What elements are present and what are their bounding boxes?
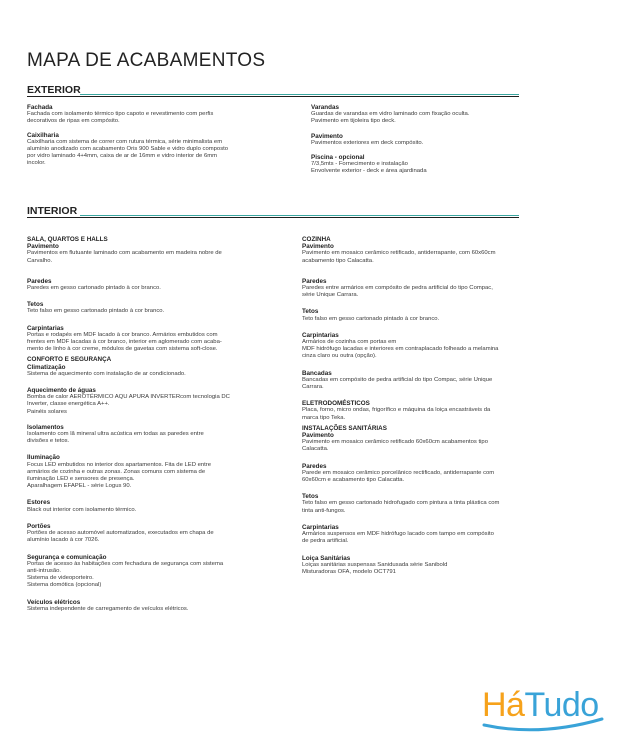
spec-heading: Carpintarias	[302, 331, 339, 339]
spec-block	[27, 554, 267, 590]
interior-rule	[27, 217, 519, 218]
spec-text: Paredes em gesso cartonado pintado à cor branco.	[27, 285, 161, 292]
spec-block	[27, 301, 267, 315]
spec-group-title: INSTALAÇÕES SANITÁRIAS	[302, 424, 387, 432]
exterior-rule	[27, 96, 519, 97]
logo-text-tudo: Tudo	[524, 686, 599, 724]
spec-text: Teto falso em gesso cartonado pintado à cor branco.	[27, 308, 165, 315]
spec-text: Placa, forno, micro ondas, frigorífico e máquina da loiça encastráveis da marca tipo Teka.	[302, 407, 491, 421]
spec-text: Parede em mosaico cerâmico porcelânico rectificado, antiderrapante com 60x60cm e acabamento tipo Calacatta.	[302, 469, 495, 484]
spec-block	[302, 524, 542, 546]
spec-block	[311, 104, 551, 126]
interior-right-column	[302, 236, 542, 576]
spec-text: Bancadas em compósito de pedra artificial do tipo Compac, série Unique Carrara.	[302, 376, 493, 391]
spec-heading: Segurança e comunicação	[27, 553, 107, 561]
spec-block	[27, 325, 267, 354]
spec-block	[27, 356, 267, 378]
spec-heading: Fachada	[27, 104, 53, 111]
spec-heading: ELETRODOMÉSTICOS	[302, 400, 370, 408]
interior-heading: INTERIOR	[27, 205, 78, 217]
spec-block	[302, 332, 542, 361]
spec-text: Isolamento com lã mineral ultra acústica em todas as paredes entre divisões e tetos.	[27, 431, 204, 445]
spec-heading: Climatização	[27, 363, 66, 371]
spec-text: Pavimentos exteriores em deck compósito.	[311, 139, 424, 146]
spec-text: Sistema de aquecimento com instalação de ar condicionado.	[27, 370, 186, 377]
spec-heading: Estores	[27, 499, 51, 507]
spec-block	[27, 278, 267, 292]
spec-text: Loiças sanitárias suspensas Sanidusada série Sanibold Misturadoras OFA, modelo OCT791	[302, 561, 448, 575]
spec-block	[302, 493, 542, 515]
spec-block	[27, 454, 267, 490]
spec-text: Black out interior com isolamento térmico.	[27, 506, 137, 513]
spec-text: 7/3,5mts - Fornecimento e instalação Envolvente exterior - deck e área ajardinada	[311, 161, 427, 175]
spec-block	[302, 425, 542, 454]
spec-text: Portões de acesso automóvel automatizados, executados em chapa de alumínio lacado à cor 7026.	[27, 530, 214, 544]
spec-text: Teto falso em gesso cartonado hidrofugado com pintura a tinta plástica com tinta anti-fungos.	[302, 500, 500, 514]
spec-block	[302, 370, 542, 392]
spec-text: Caixilharia com sistema de correr com rutura térmica, série minimalista em alumínio anodizado com acabamento Oris 900 Sable e vidro duplo composto por vidro laminado 4+4mm, caixa de ar de 16mm e vidro interior de 6mm incolor.	[27, 138, 229, 167]
spec-heading: Paredes	[27, 277, 52, 285]
interior-rule-accent	[80, 215, 519, 216]
spec-text: Armários suspensos em MDF hidrófugo lacado com tampo em compósito de pedra artificial.	[302, 531, 494, 545]
spec-text: Teto falso em gesso cartonado pintado à cor branco.	[302, 315, 440, 322]
spec-heading: Pavimento	[302, 432, 334, 440]
spec-block	[302, 236, 542, 265]
spec-heading: Varandas	[311, 104, 340, 111]
spec-text: Pavimento em mosaico cerâmico retificado 60x60cm acabamentos tipo Calacatta.	[302, 439, 488, 453]
spec-heading: Caixilharia	[27, 131, 59, 139]
spec-heading: Bancadas	[302, 369, 332, 377]
exterior-heading: EXTERIOR	[27, 84, 81, 96]
spec-heading: Iluminação	[27, 454, 60, 462]
spec-block	[302, 555, 542, 577]
spec-block	[27, 424, 267, 446]
spec-heading: Pavimento	[311, 132, 343, 140]
spec-heading: Tetos	[302, 493, 319, 501]
spec-text: Armários de cozinha com portas em MDF hidrófugo lacadas e interiores em contraplacado folheado a melamina cinza claro ou outra (opção).	[302, 339, 499, 360]
interior-left-column	[27, 236, 267, 613]
exterior-right-column	[311, 104, 551, 176]
spec-group-title: CONFORTO E SEGURANÇA	[27, 356, 112, 364]
spec-block	[311, 133, 551, 147]
spec-block	[302, 278, 542, 300]
page-title: MAPA DE ACABAMENTOS	[27, 50, 266, 71]
spec-group-title: SALA, QUARTOS E HALLS	[27, 236, 108, 243]
spec-heading: Isolamentos	[27, 423, 64, 431]
spec-text: Fachada com isolamento térmico tipo capoto e revestimento com perfis decorativos de ripas em compósito.	[27, 111, 214, 125]
spec-heading: Piscina - opcional	[311, 154, 365, 162]
spec-heading: Pavimento	[27, 243, 59, 251]
exterior-left-column	[27, 104, 267, 168]
spec-text: Focus LED embutidos no interior dos apartamentos. Fita de LED entre armários de cozinha e outras zonas. Zonas comuns com sistema de iluminação LED e sensores de presença. Aparalhagem EFAPEL - série Logus 90.	[27, 461, 212, 490]
spec-heading: Veículos elétricos	[27, 598, 81, 606]
spec-heading: Portões	[27, 522, 51, 530]
spec-block	[27, 104, 267, 126]
spec-heading: Tetos	[27, 301, 44, 309]
spec-heading: Aquecimento de águas	[27, 387, 96, 395]
spec-heading: Paredes	[302, 462, 327, 470]
logo-swoosh-icon	[480, 715, 610, 735]
spec-block	[302, 400, 542, 422]
spec-block	[27, 499, 267, 513]
spec-heading: Tetos	[302, 308, 319, 316]
spec-group-title: COZINHA	[302, 236, 331, 243]
spec-block	[27, 387, 267, 416]
spec-block	[302, 308, 542, 322]
spec-heading: Pavimento	[302, 243, 334, 251]
spec-text: Guardas de varandas em vidro laminado com fixação oculta. Pavimento em tijoleira tipo deck.	[311, 111, 470, 125]
spec-heading: Loiça Sanitárias	[302, 554, 351, 562]
spec-text: Paredes entre armários em compósito de pedra artificial do tipo Compac, série Unique Carrara.	[302, 285, 493, 299]
spec-text: Bomba de calor AEROTÉRMICO AQU APURA INVERTERcom tecnologia DC Inverter, classe energética A++. Painéis solares	[27, 394, 230, 415]
exterior-rule-accent	[80, 94, 519, 95]
spec-text: Pavimentos em flutuante laminado com acabamento em madeira nobre de Carvalho.	[27, 250, 222, 264]
spec-block	[302, 463, 542, 485]
spec-block	[27, 236, 267, 265]
spec-block	[27, 132, 267, 168]
spec-block	[311, 154, 551, 176]
spec-text: Pavimento em mosaico cerâmico retificado, antiderrapante, com 60x60cm acabamento tipo Calacatta.	[302, 250, 496, 264]
spec-heading: Carpintarias	[27, 324, 64, 332]
spec-block	[27, 523, 267, 545]
spec-text: Portas e rodapés em MDF lacado à cor branco. Armários embutidos com frentes em MDF lacadas à cor branco, interior em aglomerado com acaba- mento de linho à cor creme, módulos de gavetas com sistema soft-close.	[27, 331, 222, 353]
logo-text-ha: Há	[482, 686, 525, 724]
spec-text: Portas de acesso às habitações com fechadura de segurança com sistema anti-intrusão. Sistema de videoporteiro. Sistema domótica (opcional)	[27, 560, 224, 589]
spec-block	[27, 599, 267, 613]
spec-heading: Carpintarias	[302, 523, 339, 531]
spec-text: Sistema independente de carregamento de veículos elétricos.	[27, 605, 189, 612]
spec-heading: Paredes	[302, 277, 327, 285]
